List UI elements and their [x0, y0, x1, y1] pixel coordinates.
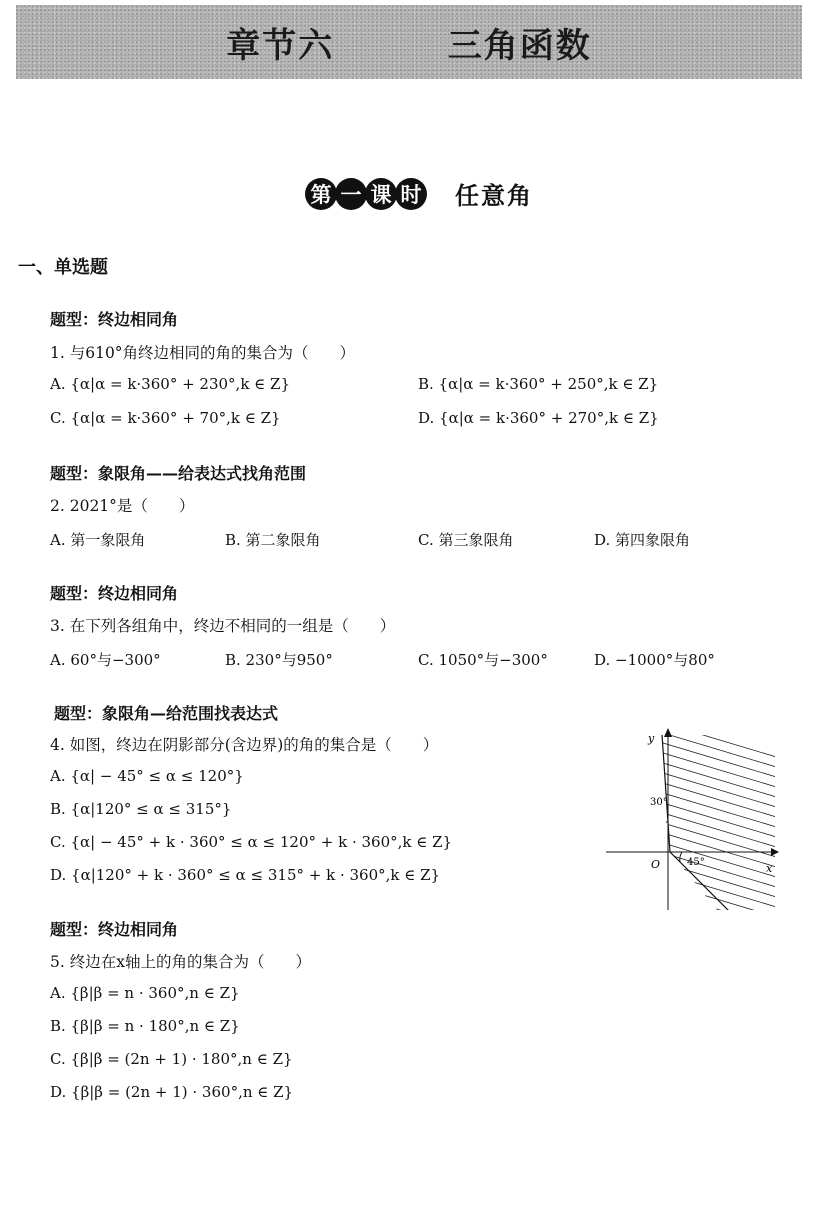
option-b: B. {β|β = n · 180°,n ∈ Z}	[50, 1017, 240, 1035]
option-a: A. {α| − 45° ≤ α ≤ 120°}	[50, 767, 244, 785]
lesson-badge: 课	[365, 178, 397, 210]
question-type: 题型：终边相同角	[50, 920, 179, 939]
option-b: B. 230°与950°	[225, 651, 333, 669]
question-stem: 5. 终边在x轴上的角的集合为（ ）	[50, 953, 311, 971]
option-d: D. {α|α = k·360° + 270°,k ∈ Z}	[418, 409, 659, 427]
option-c: C. 第三象限角	[418, 531, 514, 549]
x-axis-arrow	[771, 848, 779, 856]
question-type: 题型：终边相同角	[50, 310, 179, 329]
x-axis-label: x	[766, 862, 773, 875]
lesson-badges	[305, 178, 425, 210]
lesson-name: 任意角	[455, 182, 533, 210]
option-c: C. 1050°与−300°	[418, 651, 548, 669]
option-d: D. {β|β = (2n + 1) · 360°,n ∈ Z}	[50, 1083, 294, 1101]
angle-figure	[603, 725, 783, 915]
option-d: D. −1000°与80°	[594, 651, 715, 669]
lesson-title	[0, 176, 838, 211]
question-type: 题型：象限角—给范围找表达式	[54, 704, 279, 723]
lesson-badge: 时	[395, 178, 427, 210]
y-axis-arrow	[664, 728, 672, 737]
origin-label: O	[651, 858, 661, 871]
question-stem: 2. 2021°是（ ）	[50, 497, 195, 515]
angle-label-45: 45°	[687, 857, 705, 868]
question-stem: 3. 在下列各组角中，终边不相同的一组是（ ）	[50, 617, 396, 635]
option-c: C. {β|β = (2n + 1) · 180°,n ∈ Z}	[50, 1050, 293, 1068]
lesson-badge: 一	[335, 178, 367, 210]
option-b: B. 第二象限角	[225, 531, 321, 549]
option-c: C. {α| − 45° + k · 360° ≤ α ≤ 120° + k · 360°,k ∈ Z}	[50, 833, 453, 851]
chapter-title: 章节六 三角函数	[226, 25, 592, 66]
chapter-banner	[16, 5, 802, 79]
option-d: D. {α|120° + k · 360° ≤ α ≤ 315° + k · 360°,k ∈ Z}	[50, 866, 441, 884]
option-b: B. {α|120° ≤ α ≤ 315°}	[50, 800, 232, 818]
option-a: A. {α|α = k·360° + 230°,k ∈ Z}	[50, 375, 291, 393]
lesson-badge: 第	[305, 178, 337, 210]
option-a: A. 第一象限角	[50, 531, 146, 549]
question-stem: 4. 如图，终边在阴影部分(含边界)的角的集合是（ ）	[50, 736, 439, 754]
question-type: 题型：象限角——给表达式找角范围	[50, 464, 307, 483]
question-stem: 1. 与610°角终边相同的角的集合为（ ）	[50, 344, 356, 362]
option-b: B. {α|α = k·360° + 250°,k ∈ Z}	[418, 375, 659, 393]
section-heading: 一、单选题	[18, 257, 108, 278]
shaded-region	[603, 725, 783, 915]
option-a: A. 60°与−300°	[50, 651, 161, 669]
option-d: D. 第四象限角	[594, 531, 691, 549]
y-axis-label: y	[648, 732, 655, 745]
angle-label-30: 30°	[650, 797, 668, 808]
option-c: C. {α|α = k·360° + 70°,k ∈ Z}	[50, 409, 281, 427]
question-type: 题型：终边相同角	[50, 584, 179, 603]
option-a: A. {β|β = n · 360°,n ∈ Z}	[50, 984, 240, 1002]
